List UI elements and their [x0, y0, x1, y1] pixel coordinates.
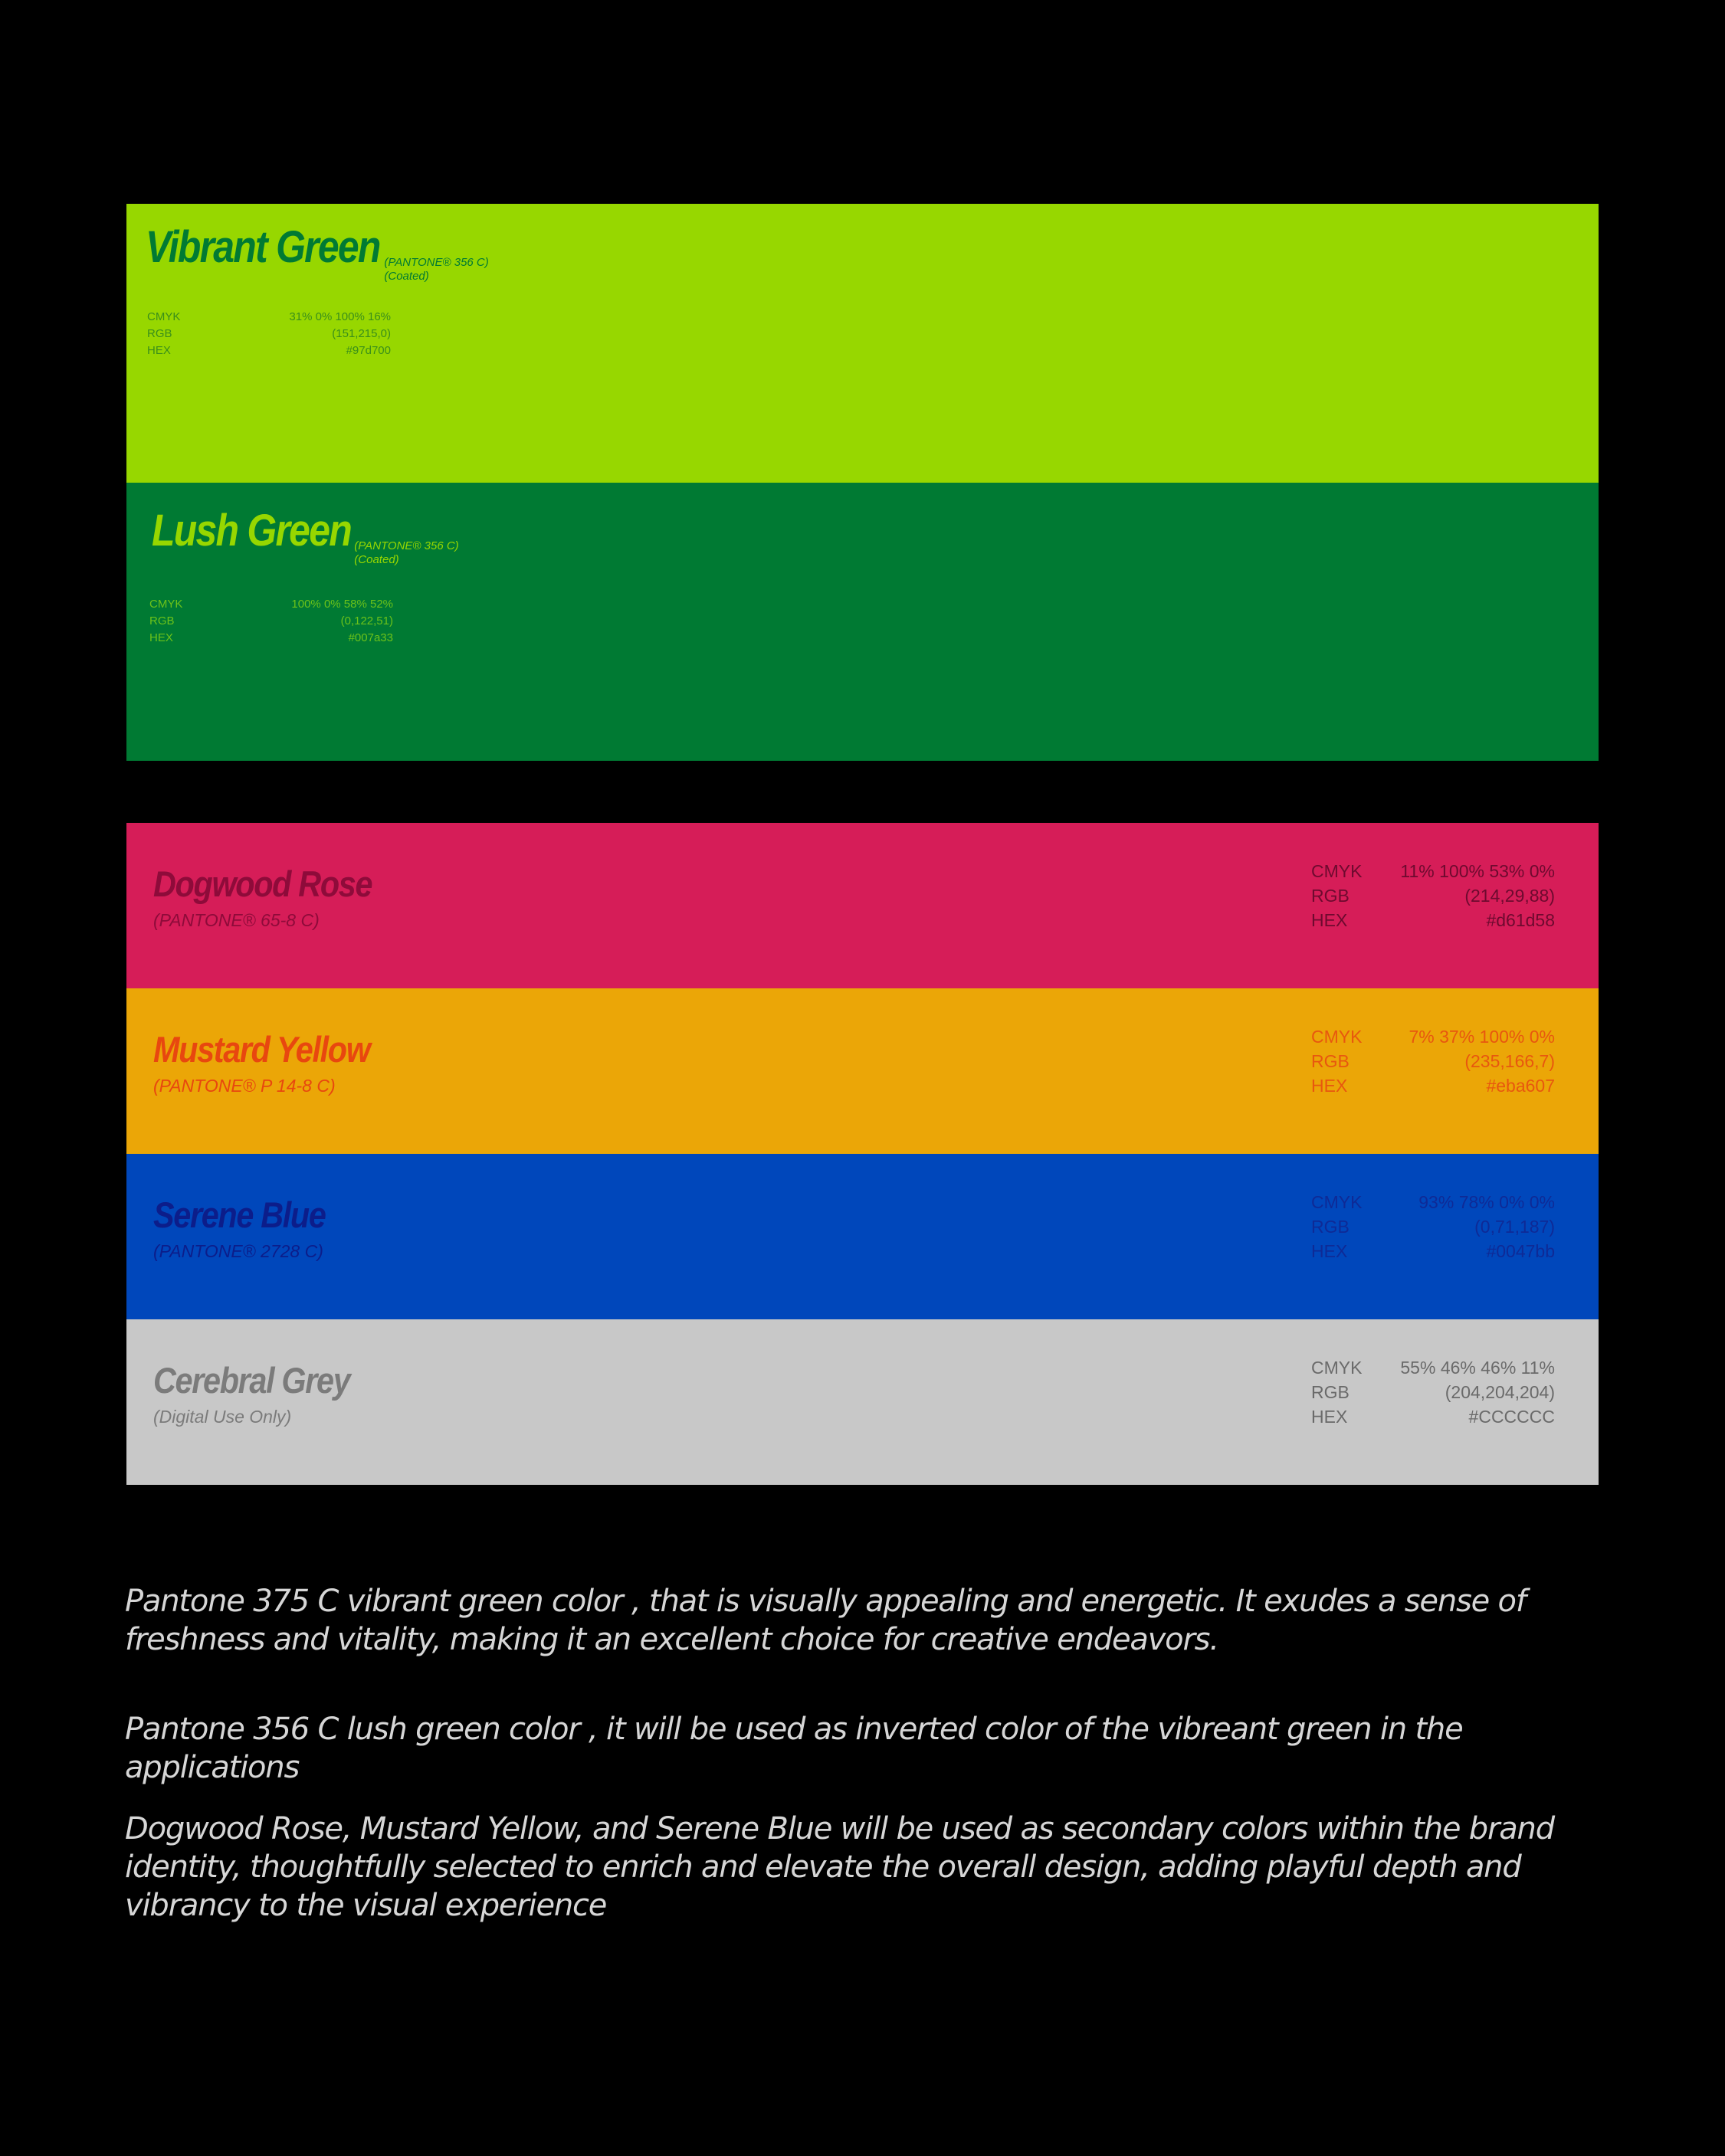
swatch-specs	[149, 596, 393, 647]
swatch-name: Serene Blue	[153, 1194, 326, 1235]
swatch-cerebral-grey	[126, 1319, 1599, 1485]
spec-label: HEX	[147, 344, 171, 357]
spec-label: RGB	[149, 614, 175, 627]
spec-value: 55% 46% 46% 11%	[1400, 1358, 1555, 1378]
spec-row-rgb	[1311, 1214, 1555, 1239]
spec-row-cmyk	[147, 309, 391, 326]
spec-label: HEX	[1311, 1076, 1348, 1096]
spec-row-hex	[1311, 1404, 1555, 1429]
spec-label: CMYK	[1311, 1192, 1363, 1212]
spec-label: HEX	[1311, 910, 1348, 930]
spec-label: HEX	[1311, 1407, 1348, 1427]
spec-label: RGB	[147, 327, 172, 340]
spec-value: (204,204,204)	[1445, 1382, 1555, 1402]
spec-label: RGB	[1311, 886, 1350, 906]
swatch-name: Mustard Yellow	[153, 1029, 370, 1070]
swatch-pantone	[354, 539, 458, 567]
spec-row-cmyk	[1311, 1024, 1555, 1049]
swatch-specs	[1311, 1190, 1555, 1263]
swatch-specs	[1311, 1024, 1555, 1098]
spec-value: #eba607	[1486, 1076, 1555, 1096]
spec-value: #007a33	[348, 631, 393, 644]
spec-label: CMYK	[1311, 861, 1363, 881]
pantone-finish: (Coated)	[384, 270, 429, 283]
spec-value: 31% 0% 100% 16%	[289, 310, 391, 323]
spec-value: (0,71,187)	[1474, 1217, 1555, 1237]
swatch-pantone: (Digital Use Only)	[153, 1407, 292, 1427]
spec-row-rgb	[1311, 883, 1555, 908]
spec-label: RGB	[1311, 1217, 1350, 1237]
spec-value: 11% 100% 53% 0%	[1400, 861, 1555, 881]
swatch-pantone: (PANTONE® P 14-8 C)	[153, 1076, 336, 1096]
spec-row-rgb	[1311, 1049, 1555, 1073]
swatch-pantone	[384, 256, 488, 283]
swatch-name: Dogwood Rose	[153, 863, 372, 904]
swatch-specs	[147, 309, 391, 359]
spec-value: (235,166,7)	[1464, 1051, 1555, 1071]
spec-row-rgb	[147, 326, 391, 342]
spec-row-cmyk	[149, 596, 393, 613]
swatch-specs	[1311, 1355, 1555, 1429]
spec-value: 100% 0% 58% 52%	[291, 598, 393, 611]
spec-row-hex	[1311, 908, 1555, 932]
swatch-title-row	[152, 506, 459, 567]
swatch-vibrant-green	[126, 204, 1599, 483]
spec-value: #d61d58	[1486, 910, 1555, 930]
spec-value: 7% 37% 100% 0%	[1409, 1027, 1555, 1047]
spec-row-rgb	[1311, 1380, 1555, 1404]
spec-label: HEX	[149, 631, 173, 644]
spec-value: #0047bb	[1486, 1241, 1555, 1261]
spec-row-cmyk	[1311, 859, 1555, 883]
swatch-lush-green	[126, 483, 1599, 761]
pantone-finish: (Coated)	[354, 553, 399, 566]
swatch-name: Lush Green	[152, 506, 351, 555]
swatch-specs	[1311, 859, 1555, 932]
description-lush-green: Pantone 356 C lush green color , it will be used as inverted color of the vibreant green in the applications	[125, 1712, 1463, 1785]
swatch-mustard-yellow	[126, 988, 1599, 1154]
spec-label: CMYK	[1311, 1358, 1363, 1378]
pantone-code: (PANTONE® 356 C)	[354, 539, 459, 552]
swatch-serene-blue	[126, 1154, 1599, 1319]
spec-row-hex	[1311, 1239, 1555, 1263]
spec-row-rgb	[149, 613, 393, 630]
spec-value: (0,122,51)	[340, 614, 393, 627]
swatch-pantone: (PANTONE® 65-8 C)	[153, 910, 320, 930]
spec-label: CMYK	[1311, 1027, 1363, 1047]
swatch-name: Vibrant Green	[146, 222, 380, 272]
spec-label: CMYK	[149, 598, 183, 611]
spec-row-cmyk	[1311, 1355, 1555, 1380]
spec-value: (151,215,0)	[332, 327, 391, 340]
swatch-pantone: (PANTONE® 2728 C)	[153, 1241, 323, 1261]
description-secondary-colors: Dogwood Rose, Mustard Yellow, and Serene Blue will be used as secondary colors within the brand identity, thoughtfully selected to enrich and elevate the overall design, adding playful depth and vibrancy to the visual experience	[125, 1811, 1554, 1923]
spec-value: 93% 78% 0% 0%	[1418, 1192, 1555, 1212]
spec-label: RGB	[1311, 1382, 1350, 1402]
spec-value: #97d700	[346, 344, 391, 357]
description-vibrant-green: Pantone 375 C vibrant green color , that is visually appealing and energetic. It exudes a sense of freshness and vitality, making it an excellent choice for creative endeavors.	[125, 1584, 1526, 1657]
spec-value: (214,29,88)	[1464, 886, 1555, 906]
spec-value: #CCCCCC	[1468, 1407, 1555, 1427]
spec-row-hex	[149, 630, 393, 647]
swatch-title-row	[146, 222, 489, 283]
spec-label: CMYK	[147, 310, 181, 323]
spec-row-hex	[1311, 1073, 1555, 1098]
spec-label: HEX	[1311, 1241, 1348, 1261]
pantone-code: (PANTONE® 356 C)	[384, 256, 489, 269]
swatch-dogwood-rose	[126, 823, 1599, 988]
swatch-name: Cerebral Grey	[153, 1360, 350, 1401]
spec-row-hex	[147, 342, 391, 359]
spec-label: RGB	[1311, 1051, 1350, 1071]
spec-row-cmyk	[1311, 1190, 1555, 1214]
